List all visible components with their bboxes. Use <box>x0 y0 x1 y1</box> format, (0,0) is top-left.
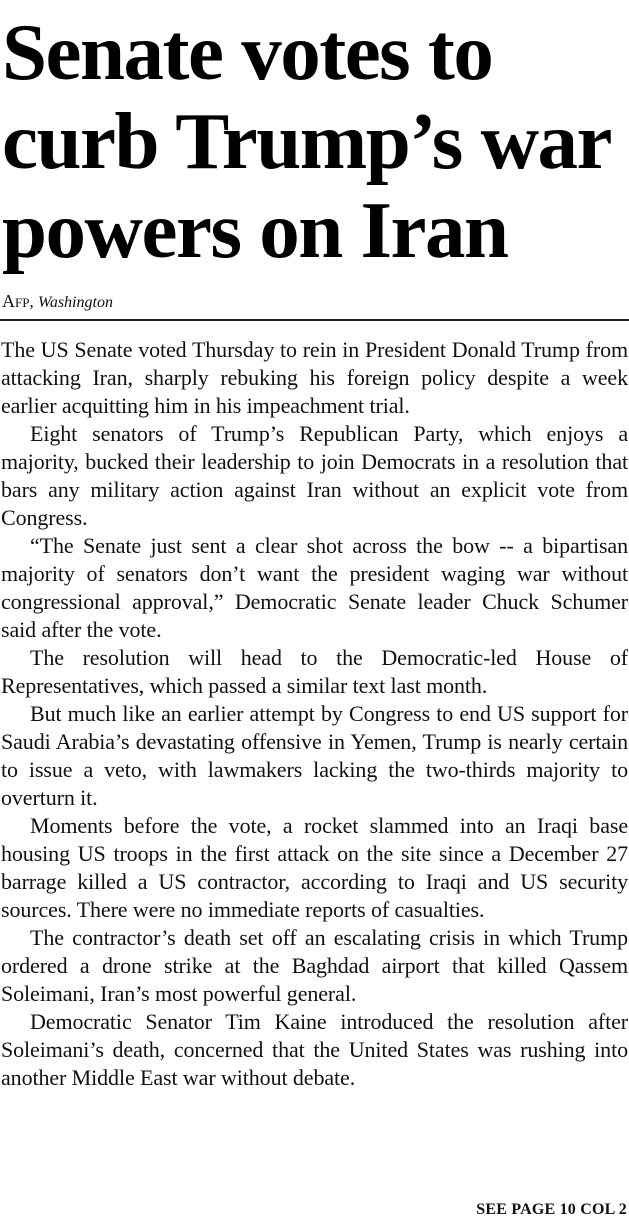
byline-separator: , <box>29 292 34 311</box>
article-paragraph: Moments before the vote, a rocket slammed into an Iraqi base housing US troops in the first attack on the site since a December 27 barrage killed a US contractor, according to Iraqi and US security sources. There were no immediate reports of casualties. <box>1 813 628 922</box>
byline-location: Washington <box>37 294 113 311</box>
article-paragraph: The resolution will head to the Democratic-led House of Representatives, which passed a similar text last month. <box>1 645 628 698</box>
article-body <box>1 336 628 1092</box>
byline-agency: Afp <box>2 291 30 311</box>
article-paragraph: But much like an earlier attempt by Congress to end US support for Saudi Arabia’s devastating offensive in Yemen, Trump is nearly certain to issue a veto, with lawmakers lacking the two-thirds majority to overturn it. <box>1 701 628 810</box>
article-paragraph: “The Senate just sent a clear shot across the bow -- a bipartisan majority of senators don’t want the president waging war without congressional approval,” Democratic Senate leader Chuck Schumer said after the vote. <box>1 533 628 642</box>
article-paragraph: The US Senate voted Thursday to rein in President Donald Trump from attacking Iran, sharply rebuking his foreign policy despite a week earlier acquitting him in his impeachment trial. <box>1 337 628 418</box>
headline: Senate votes to curb Trump’s war powers on Iran <box>2 7 610 275</box>
continuation-jump: SEE PAGE 10 COL 2 <box>476 1201 627 1218</box>
byline-divider <box>0 319 629 321</box>
article-paragraph: The contractor’s death set off an escalating crisis in which Trump ordered a drone strike at the Baghdad airport that killed Qassem Soleimani, Iran’s most powerful general. <box>1 925 628 1006</box>
article-paragraph: Democratic Senator Tim Kaine introduced the resolution after Soleimani’s death, concerned that the United States was rushing into another Middle East war without debate. <box>1 1009 628 1090</box>
byline <box>2 290 113 314</box>
article-paragraph: Eight senators of Trump’s Republican Party, which enjoys a majority, bucked their leadership to join Democrats in a resolution that bars any military action against Iran without an explicit vote from Congress. <box>1 421 628 530</box>
